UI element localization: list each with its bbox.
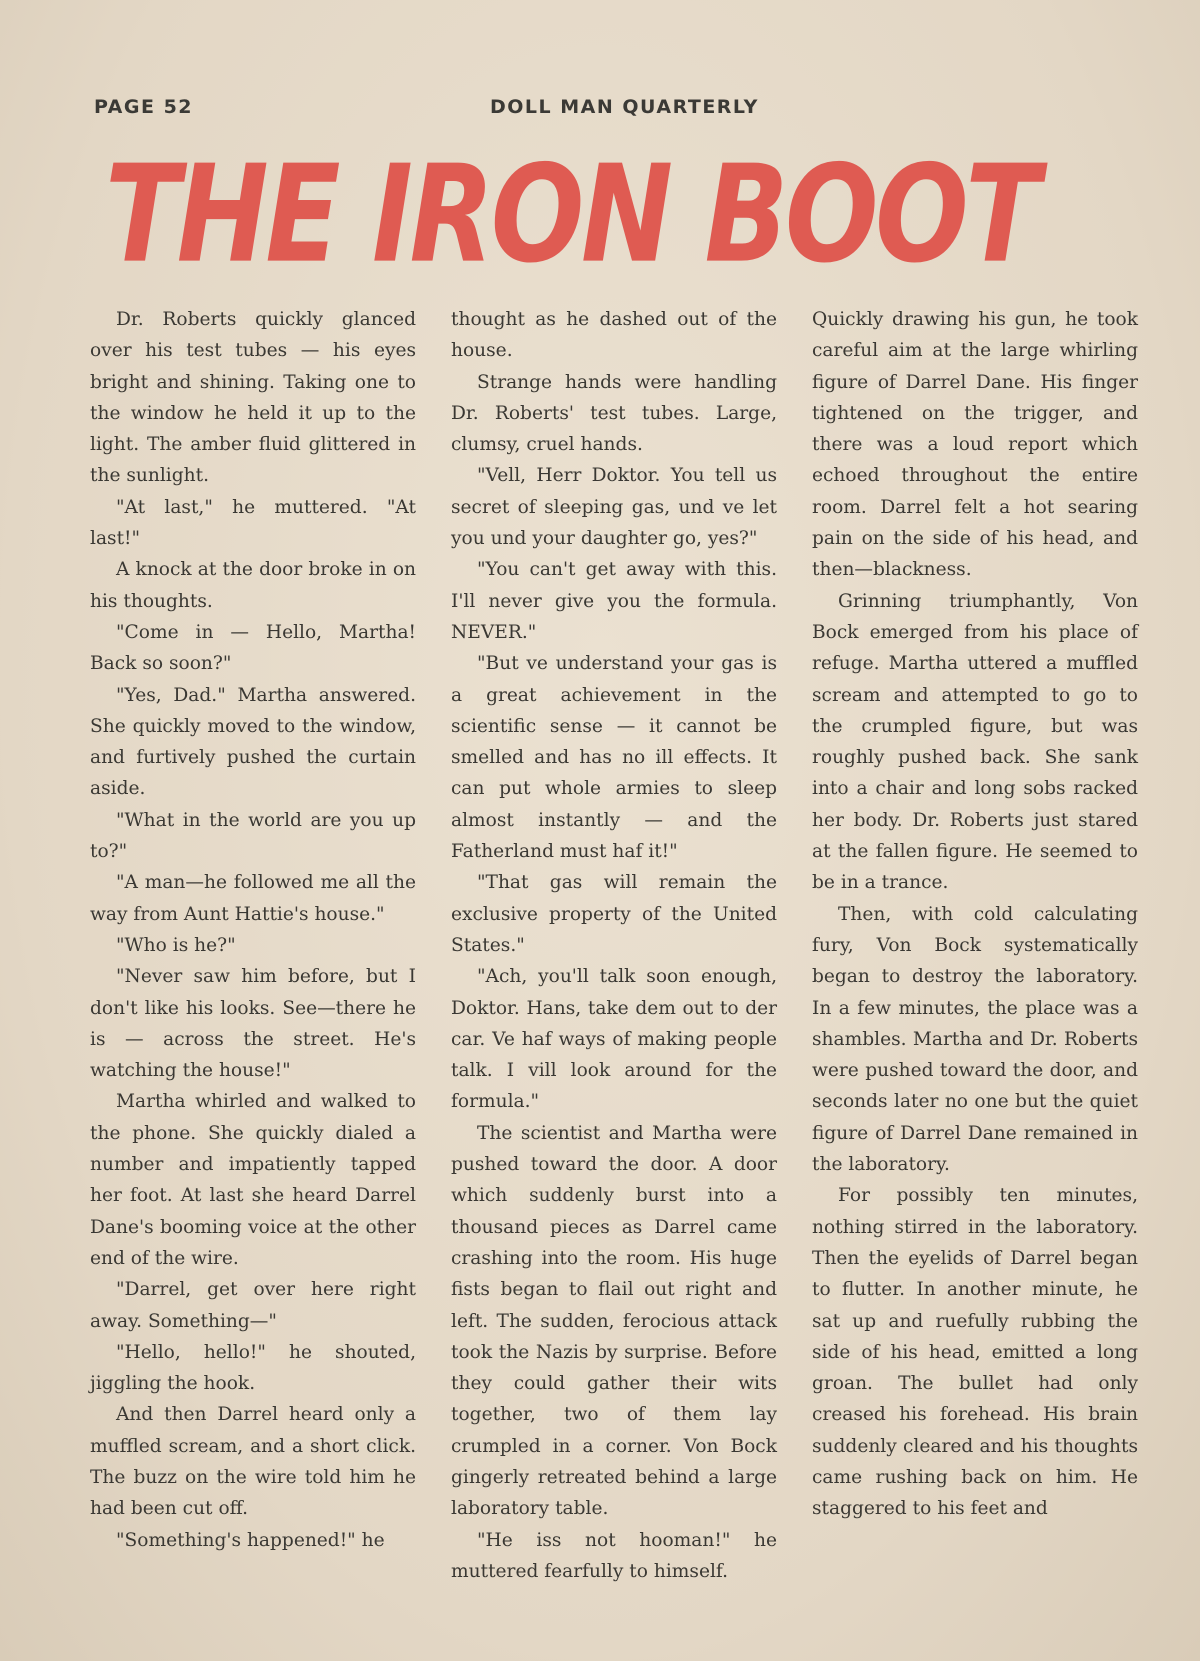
paragraph: "A man—he followed me all the way from Aunt Hattie's house." — [90, 872, 416, 925]
text-column-3 — [812, 304, 1138, 1584]
paragraph: Grinning triumphantly, Von Bock emerged from his place of refuge. Martha uttered a muffled scream and attempted to go to the crumpled figure, but was roughly pushed back. She sank into a chair and long sobs racked her body. Dr. Roberts just stared at the fallen figure. He seemed to be in a trance. — [812, 590, 1138, 894]
story-body — [90, 304, 1138, 1584]
running-header — [94, 96, 1144, 126]
paragraph-continued: thought as he dashed out of the house. — [451, 309, 777, 362]
paragraph: "Darrel, get over here right away. Something—" — [90, 1279, 416, 1332]
paragraph: And then Darrel heard only a muffled scream, and a short click. The buzz on the wire told him he had been cut off. — [90, 1404, 416, 1520]
paragraph: Martha whirled and walked to the phone. She quickly dialed a number and impatiently tapped her foot. At last she heard Darrel Dane's booming voice at the other end of the wire. — [90, 1091, 416, 1269]
paragraph: "What in the world are you up to?" — [90, 809, 416, 863]
text-column-2 — [451, 304, 777, 1584]
paragraph: "Something's happened!" he — [116, 1529, 385, 1551]
paragraph: "Hello, hello!" he shouted, jiggling the hook. — [90, 1341, 416, 1395]
paragraph: For possibly ten minutes, nothing stirred in the laboratory. Then the eyelids of Darrel began to flutter. In another minute, he sat up and ruefully rubbing the side of his head, emitted a long groan. The bullet had only creased his forehead. His brain suddenly cleared and his thoughts came rushing back on him. He staggered to his feet and — [812, 1185, 1138, 1520]
paragraph: "But ve understand your gas is a great achievement in the scientific sense — it cannot be smelled and has no ill effects. It can put whole armies to sleep almost instantly — and the Fatherland must haf it!" — [451, 653, 777, 863]
magazine-title: DOLL MAN QUARTERLY — [490, 96, 759, 118]
paragraph: The scientist and Martha were pushed toward the door. A door which suddenly burst into a thousand pieces as Darrel came crashing into the room. His huge fists began to flail out right and left. The sudden, ferocious attack took the Nazis by surprise. Before they could gather their wits together, two of them lay crumpled in a corner. Von Bock gingerly retreated behind a large laboratory table. — [451, 1122, 777, 1520]
paragraph: "That gas will remain the exclusive property of the United States." — [451, 872, 777, 956]
paragraph: Strange hands were handling Dr. Roberts' test tubes. Large, clumsy, cruel hands. — [451, 371, 777, 456]
paragraph: "Ach, you'll talk soon enough, Doktor. Hans, take dem out to der car. Ve haf ways of making people talk. I vill look around for the formula." — [451, 966, 777, 1113]
paragraph: "Come in — Hello, Martha! Back so soon?" — [90, 621, 416, 675]
paragraph: Quickly drawing his gun, he took careful aim at the large whirling figure of Darrel Dane. His finger tightened on the trigger, and there was a loud report which echoed throughout the entire room. Darrel felt a hot searing pain on the side of his head, and then—blackness. — [812, 309, 1138, 581]
paragraph: "You can't get away with this. I'll never give you the formula. NEVER." — [451, 559, 777, 643]
paragraph: Then, with cold calculating fury, Von Bock systematically began to destroy the laboratory. In a few minutes, the place was a shambles. Martha and Dr. Roberts were pushed toward the door, and seconds later no one but the quiet figure of Darrel Dane remained in the laboratory. — [812, 903, 1138, 1176]
paragraph: "Who is he?" — [116, 934, 236, 956]
paragraph: A knock at the door broke in on his thoughts. — [90, 559, 416, 612]
paragraph: "Never saw him before, but I don't like his looks. See—there he is — across the street. He's watching the house!" — [90, 966, 416, 1082]
paragraph: "He iss not hooman!" he muttered fearfully to himself. — [451, 1529, 777, 1582]
text-column-1 — [90, 304, 416, 1584]
page-number: PAGE 52 — [94, 96, 194, 118]
paragraph: Dr. Roberts quickly glanced over his test tubes — his eyes bright and shining. Taking one to the window he held it up to the light. The amber fluid glittered in the sunlight. — [90, 309, 416, 487]
story-title: THE IRON BOOT — [105, 136, 1037, 294]
paragraph: "Vell, Herr Doktor. You tell us secret of sleeping gas, und ve let you und your daughter go, yes?" — [451, 465, 777, 550]
paragraph: "At last," he muttered. "At last!" — [90, 496, 416, 550]
paragraph: "Yes, Dad." Martha answered. She quickly moved to the window, and furtively pushed the curtain aside. — [90, 684, 416, 800]
